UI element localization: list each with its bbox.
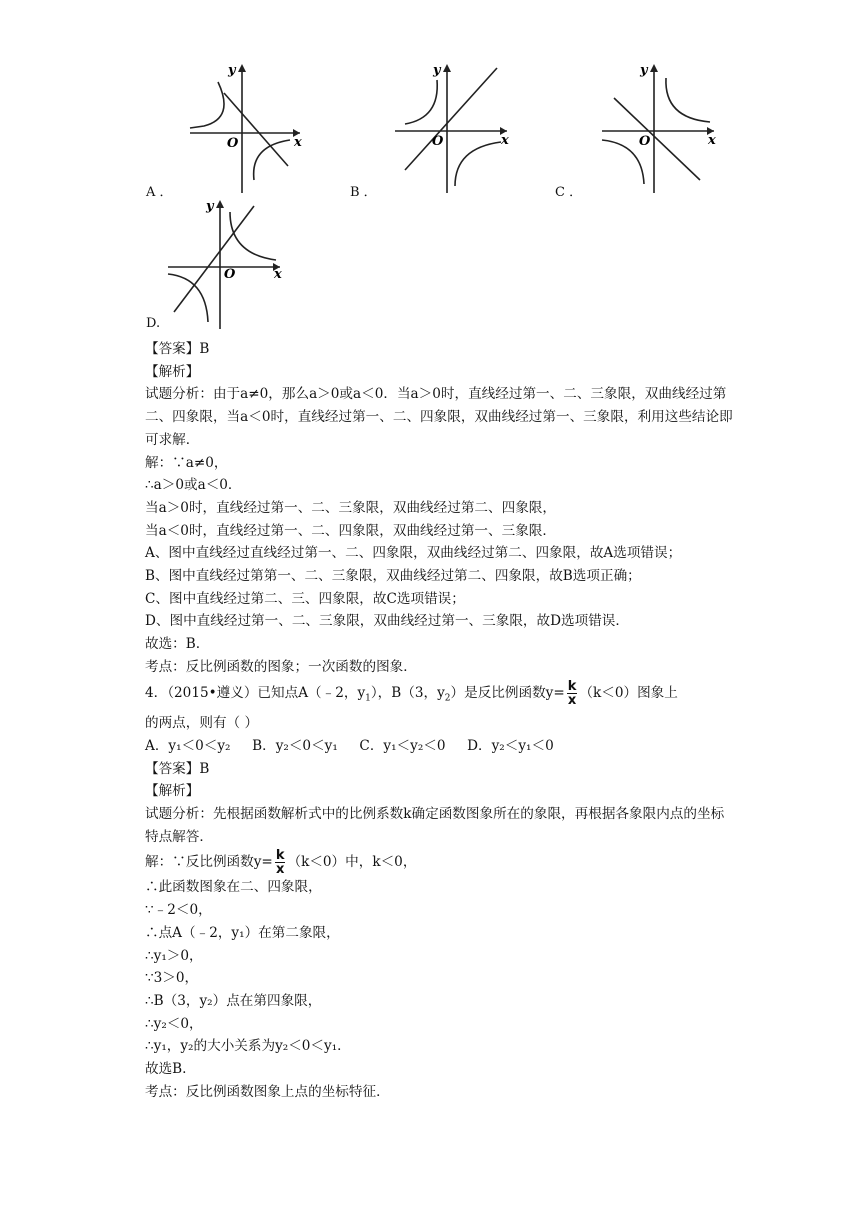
option-c-label: C ． [555, 185, 583, 200]
origin-label: O [432, 134, 444, 149]
q4-solution-line: ∴点A（﹣2，y₁）在第二象限， [145, 924, 340, 941]
hyperbola-branch-1 [230, 212, 276, 260]
q4-stem-part: ），B（3，y [370, 684, 445, 701]
q3-solution-line: ∴a＞0或a＜0． [145, 477, 242, 494]
hyperbola-branch-4 [455, 142, 501, 186]
q3-answer: 【答案】B [145, 341, 210, 357]
hyperbola-branch-1 [666, 78, 710, 122]
hyperbola-branch-3 [602, 140, 644, 184]
q4-option-c: C．y₁＜y₂＜0 [359, 737, 446, 754]
q3-solution-line: 解：∵a≠0， [145, 454, 228, 471]
option-a-label: A ． [146, 185, 173, 200]
fraction-numerator: k [275, 848, 285, 864]
q4-solution-line: ∵3＞0， [145, 970, 199, 987]
fraction-denominator: x [567, 692, 577, 708]
q4-option-d: D．y₂＜y₁＜0 [467, 737, 554, 754]
q3-choose: 故选：B. [145, 636, 201, 653]
q4-sol-part: （k＜0）中，k＜0， [287, 854, 417, 871]
graph-b-svg [385, 58, 520, 196]
q3-solution-line: 当a＜0时，直线经过第一、二、四象限，双曲线经过第一、三象限． [145, 522, 556, 539]
x-axis-label: x [501, 133, 509, 148]
q4-analysis: 试题分析：先根据函数解析式中的比例系数k确定函数图象所在的象限，再根据各象限内点的坐标特点解答． [145, 806, 725, 845]
q4-stem-part: ）是反比例函数y= [450, 684, 565, 701]
q3-solution-line: C、图中直线经过第二、三、四象限，故C选项错误； [145, 590, 465, 607]
straight-line [224, 93, 288, 166]
q4-stem-part: 4．（2015•遵义）已知点A（﹣2，y [145, 684, 366, 701]
q3-solution-line: A、图中直线经过直线经过第一、二、四象限，双曲线经过第二、四象限，故A选项错误； [145, 545, 682, 562]
hyperbola-branch-2 [405, 80, 437, 124]
straight-line [614, 98, 700, 180]
q4-options [145, 735, 735, 758]
q4-stem-part: （k＜0）图象上 [579, 684, 678, 701]
origin-label: O [227, 136, 239, 151]
q4-solution-line: ∴y₁＞0， [145, 947, 203, 964]
q4-analysis-header: 【解析】 [145, 783, 200, 800]
y-axis-label: y [228, 63, 236, 78]
q3-analysis-header: 【解析】 [145, 363, 200, 380]
fraction-numerator: k [567, 678, 577, 694]
hyperbola-branch-3 [168, 274, 208, 322]
solution-text [145, 338, 735, 1104]
x-axis-label: x [294, 135, 302, 150]
y-arrow [238, 64, 246, 72]
q3-solution-line: B、图中直线经过第第一、二、三象限，双曲线经过第二、四象限，故B选项正确； [145, 568, 641, 585]
hyperbola-branch-2 [190, 82, 224, 128]
graph-option-d [160, 194, 295, 332]
y-arrow [650, 64, 658, 72]
q4-solution-line [145, 848, 735, 876]
graph-a-svg [180, 58, 315, 196]
q4-kaodian: 考点：反比例函数图象上点的坐标特征． [145, 1083, 390, 1100]
q3-solution-line: D、图中直线经过第一、二、三象限，双曲线经过第一、三象限，故D选项错误． [145, 613, 629, 630]
fraction-k-over-x [275, 849, 286, 876]
q4-solution-line: ∴此函数图象在二、四象限， [145, 879, 322, 896]
q4-option-b: B．y₂＜0＜y₁ [252, 737, 338, 754]
graph-option-c [592, 58, 727, 196]
y-axis-label: y [640, 63, 648, 78]
q4-sub: 1 [365, 693, 371, 704]
fraction-denominator: x [275, 862, 285, 878]
q4-solution-line: ∴y₂＜0， [145, 1015, 203, 1032]
q4-solution-line: ∴B（3，y₂）点在第四象限， [145, 993, 322, 1009]
x-axis-label: x [708, 133, 716, 148]
origin-label: O [639, 134, 651, 149]
y-axis-label: y [433, 63, 441, 78]
q3-analysis: 试题分析：由于a≠0，那么a＞0或a＜0．当a＞0时，直线经过第一、二、三象限，双曲线经过第二、四象限，当a＜0时，直线经过第一、二、四象限，双曲线经过第一、三象限，利用这些结论即可求解． [145, 386, 733, 448]
fraction-k-over-x [567, 680, 578, 707]
y-arrow [216, 200, 224, 208]
graph-option-b [385, 58, 520, 196]
q3-kaodian: 考点：反比例函数的图象；一次函数的图象． [145, 658, 417, 675]
x-axis-label: x [274, 267, 282, 282]
hyperbola-branch-4 [254, 140, 290, 180]
q4-choose: 故选B. [145, 1061, 187, 1078]
q4-option-a: A．y₁＜0＜y₂ [145, 737, 231, 754]
graph-d-svg [160, 194, 295, 332]
q4-sol-part: 解：∵反比例函数y= [145, 854, 273, 871]
option-d-label: D. [146, 316, 161, 331]
graph-option-a [180, 58, 315, 196]
q4-sub: 2 [444, 693, 451, 704]
q3-solution-line: 当a＞0时，直线经过第一、二、三象限，双曲线经过第二、四象限， [145, 499, 556, 516]
q4-stem [145, 679, 735, 713]
origin-label: O [224, 267, 236, 282]
y-arrow [443, 64, 451, 72]
option-b-label: B ． [350, 185, 377, 200]
q4-solution-line: ∵﹣2＜0， [145, 902, 212, 919]
graph-c-svg [592, 58, 727, 196]
straight-line [174, 206, 254, 312]
q4-stem-line2: 的两点，则有（ ） [145, 715, 259, 732]
q4-answer: 【答案】B [145, 760, 210, 777]
y-axis-label: y [206, 199, 214, 214]
q4-solution-line: ∴y₁，y₂的大小关系为y₂＜0＜y₁． [145, 1038, 351, 1055]
